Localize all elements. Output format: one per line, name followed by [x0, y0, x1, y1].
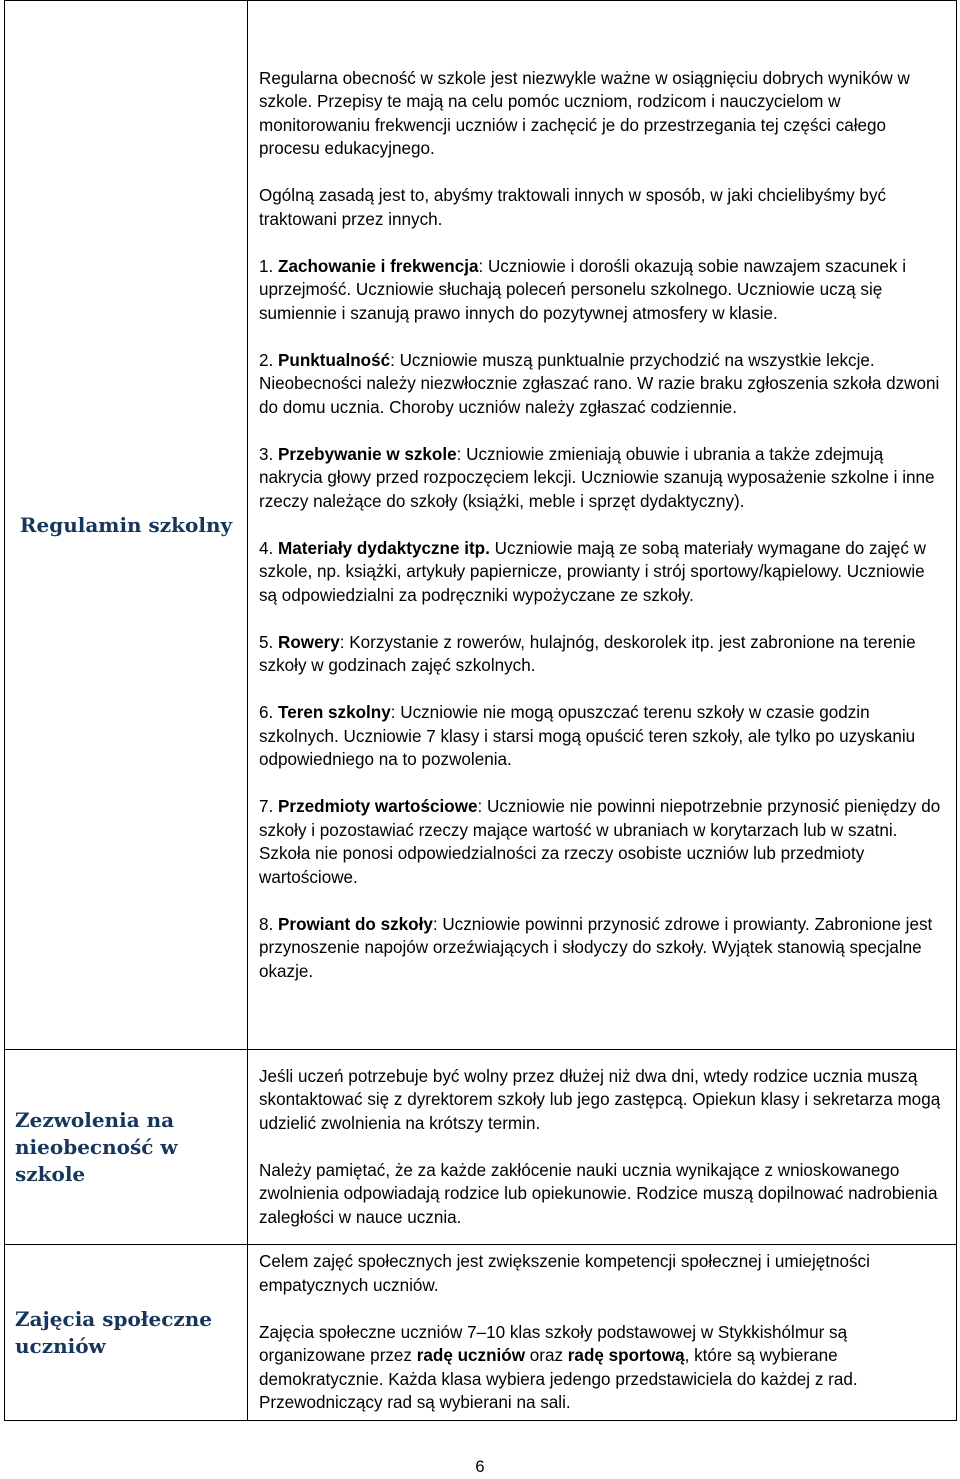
rule-title: Teren szkolny: [278, 703, 391, 723]
rule-title: Przedmioty wartościowe: [278, 797, 478, 817]
rule-text: : Uczniowie zmieniają obuwie i ubrania a także zdejmują nakrycia głowy przed rozpoczęciem lekcji. Uczniowie szanują wyposażenie szkolne i inne rzeczy należące do szkoły (książki, meble i sprzęt dydaktyczny).: [259, 444, 935, 511]
section-zezwolenia: [5, 1050, 957, 1245]
rule-text: : Uczniowie powinni przynosić zdrowe i prowianty. Zabronione jest przynoszenie napojów orzeźwiających i słodyczy do szkoły. Wyjątek stanowią specjalne okazje.: [259, 914, 933, 981]
section-content: [248, 1245, 957, 1421]
rule-text: : Uczniowie nie powinni niepotrzebnie przynosić pieniędzy do szkoły i pozostawiać rzeczy mające wartość w ubraniach w korytarzach lub w szatni. Szkoła nie ponosi odpowiedzialności za rzeczy osobiste uczniów lub przedmioty wartościowe.: [259, 797, 941, 887]
rule-item: [259, 795, 942, 889]
bold-term: radę sportową: [567, 1346, 685, 1366]
paragraph-text: Zajęcia społeczne uczniów 7–10 klas szkoły podstawowej w Stykkishólmur są organizowane przez: [259, 1322, 848, 1366]
rule-title: Przebywanie w szkole: [278, 444, 457, 464]
rule-text: : Uczniowie muszą punktualnie przychodzić na wszystkie lekcje. Nieobecności należy niezwłocznie zgłaszać rano. W razie braku zgłoszenia szkoła dzwoni do domu ucznia. Choroby uczniów należy zgłaszać codziennie.: [259, 350, 940, 417]
section-label: Zajęcia społeczne uczniów: [5, 1245, 248, 1421]
section-regulamin: [5, 1, 957, 1050]
rule-number: 1.: [259, 256, 279, 276]
rule-title: Materiały dydaktyczne itp.: [278, 538, 490, 558]
section-label: Zezwolenia na nieobecność w szkole: [5, 1050, 248, 1245]
intro-paragraph: Ogólną zasadą jest to, abyśmy traktowali innych w sposób, w jaki chcielibyśmy być traktowani przez innych.: [259, 186, 887, 229]
rule-text: : Uczniowie nie mogą opuszczać terenu szkoły w czasie godzin szkolnych. Uczniowie 7 klasy i starsi mogą opuścić teren szkoły, ale tylko po uzyskaniu odpowiedniego na to pozwolenia.: [259, 703, 916, 770]
rule-title: Prowiant do szkoły: [278, 914, 433, 934]
paragraph-text: oraz: [525, 1346, 568, 1366]
bold-term: radę uczniów: [416, 1346, 526, 1366]
rule-item: [259, 255, 942, 326]
rule-number: 4.: [259, 538, 279, 558]
section-paragraph: Należy pamiętać, że za każde zakłócenie nauki ucznia wynikające z wnioskowanego zwolnienia odpowiadają rodzice lub opiekunowie. Rodzice muszą dopilnować nadrobienia zaległości w nauce ucznia.: [259, 1160, 938, 1227]
rule-text: : Korzystanie z rowerów, hulajnóg, deskorolek itp. jest zabronione na terenie szkoły w godzinach zajęć szkolnych.: [259, 632, 916, 676]
rule-text: Uczniowie mają ze sobą materiały wymagane do zajęć w szkole, np. książki, artykuły papiernicze, prowianty i strój sportowy/kąpielowy. Uczniowie są odpowiedzialni za podręczniki wypożyczane ze szkoły.: [259, 538, 926, 605]
rule-text: : Uczniowie i dorośli okazują sobie nawzajem szacunek i uprzejmość. Uczniowie słuchają poleceń personelu szkolnego. Uczniowie uczą się sumiennie i szanują prawo innych do pozytywnej atmosfery w klasie.: [259, 256, 907, 323]
content-table: [4, 0, 957, 1421]
rule-number: 3.: [259, 444, 279, 464]
rule-item: [259, 913, 942, 984]
rule-title: Rowery: [278, 632, 340, 652]
rule-number: 5.: [259, 632, 279, 652]
section-paragraph: [259, 1321, 942, 1415]
section-paragraph: Jeśli uczeń potrzebuje być wolny przez dłużej niż dwa dni, wtedy rodzice ucznia muszą skontaktować się z dyrektorem szkoły lub jego zastępcą. Opiekun klasy i sekretarza mogą udzielić zwolnienia na krótszy termin.: [259, 1066, 941, 1133]
section-zajecia: [5, 1245, 957, 1421]
paragraph-text: , które są wybierane demokratycznie. Każda klasa wybiera jedengo przedstawiciela do każdej z rad. Przewodniczący rad są wybierani na sali.: [259, 1346, 858, 1413]
rule-item: [259, 537, 942, 608]
rule-number: 6.: [259, 703, 279, 723]
rule-title: Punktualność: [278, 350, 391, 370]
rule-number: 8.: [259, 914, 279, 934]
rule-item: [259, 349, 942, 420]
section-content: [248, 1050, 957, 1245]
rule-number: 2.: [259, 350, 279, 370]
rule-item: [259, 701, 942, 772]
page-number: 6: [475, 1458, 485, 1476]
section-paragraph: Celem zajęć społecznych jest zwiększenie kompetencji społecznej i umiejętności empatycznych uczniów.: [259, 1252, 870, 1295]
section-label: Regulamin szkolny: [5, 1, 248, 1050]
rule-number: 7.: [259, 797, 279, 817]
intro-paragraph: Regularna obecność w szkole jest niezwykle ważne w osiągnięciu dobrych wyników w szkole. Przepisy te mają na celu pomóc uczniom, rodzicom i nauczycielom w monitorowaniu frekwencji uczniów i zachęcić je do przestrzegania tej części całego procesu edukacyjnego.: [259, 68, 910, 159]
rule-item: [259, 631, 942, 678]
section-content: [248, 1, 957, 1050]
rule-item: [259, 443, 942, 514]
rule-title: Zachowanie i frekwencja: [278, 256, 479, 276]
